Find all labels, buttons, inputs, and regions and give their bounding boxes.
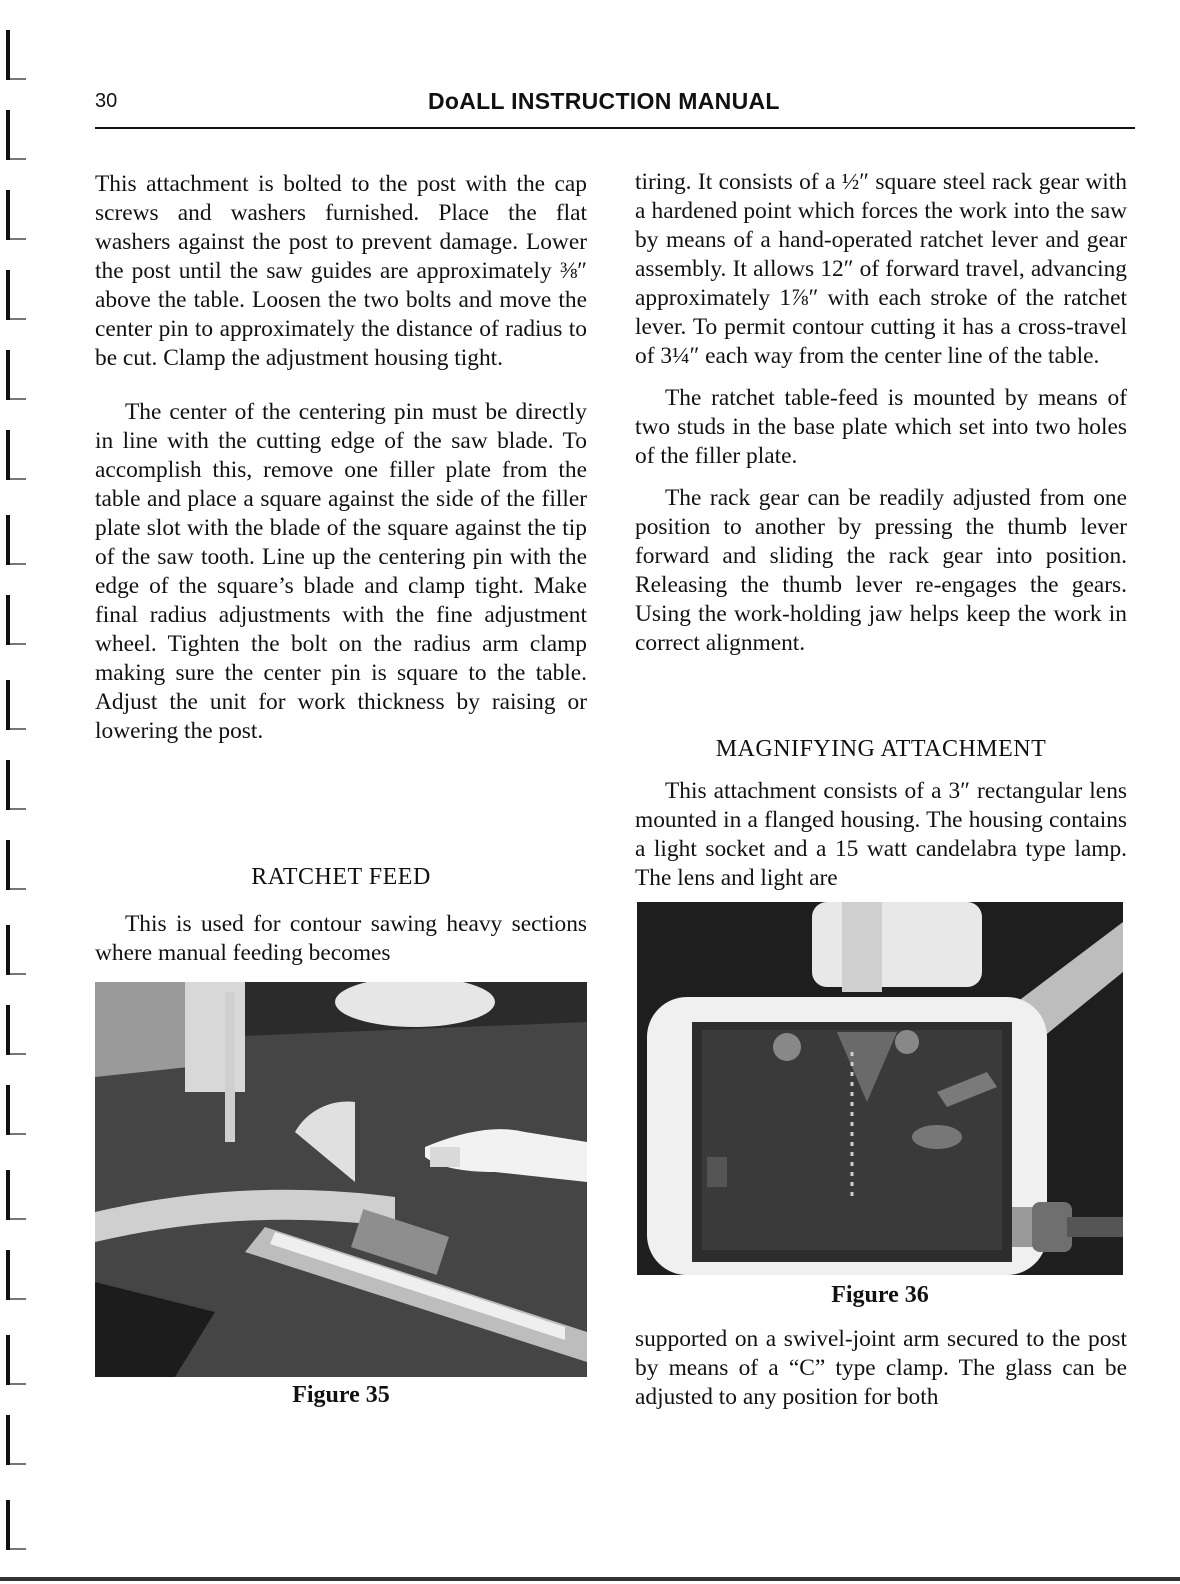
- figure-35-photo: [95, 982, 587, 1377]
- binding-ring: [6, 595, 10, 645]
- binding-ring: [6, 1085, 10, 1135]
- bottom-edge-shadow: [0, 1577, 1180, 1581]
- section-heading-ratchet-feed: RATCHET FEED: [251, 864, 431, 890]
- binding-ring: [6, 30, 10, 80]
- paragraph: The rack gear can be readily adjusted from one position to another by pressing the thumb lever forward and sliding the rack gear into position. Releasing the thumb lever re-engages the gears. Using the work-holding jaw helps keep the work in correct alignment.: [635, 485, 1127, 656]
- binding-ring: [6, 1170, 10, 1220]
- magnifying-attachment-illustration: [637, 902, 1123, 1275]
- ratchet-feed-illustration: [95, 982, 587, 1377]
- figure-35-caption: Figure 35: [292, 1382, 390, 1408]
- paragraph: This is used for contour sawing heavy sections where manual feeding becomes: [95, 911, 587, 966]
- page-number: 30: [95, 90, 118, 112]
- right-column-text-middle: [635, 777, 1127, 893]
- binding-ring: [6, 515, 10, 565]
- section-heading-magnifying-attachment: MAGNIFYING ATTACHMENT: [715, 736, 1047, 762]
- binding-ring: [6, 925, 10, 975]
- binding-ring: [6, 1415, 10, 1465]
- binding-ring: [6, 840, 10, 890]
- paragraph: tiring. It consists of a ½″ square steel rack gear with a hardened point which forces the work into the saw by means of a hand-operated ratchet lever and gear assembly. It allows 12″ of forward travel, advancing approximately 1⅞″ with each stroke of the ratchet lever. To permit contour cutting it has a cross-travel of 3¼″ each way from the center line of the table.: [635, 169, 1127, 369]
- left-column-text-top: [95, 170, 587, 746]
- binding-ring: [6, 270, 10, 320]
- figure-36-photo: [637, 902, 1123, 1275]
- binding-ring: [6, 1500, 10, 1550]
- running-head: DoALL INSTRUCTION MANUAL: [428, 88, 780, 114]
- binding-ring: [6, 760, 10, 810]
- paragraph: This attachment consists of a 3″ rectangular lens mounted in a flanged housing. The housing contains a light socket and a 15 watt candelabra type lamp. The lens and light are: [635, 778, 1127, 891]
- binding-ring: [6, 190, 10, 240]
- binding-ring: [6, 430, 10, 480]
- header-rule: [95, 127, 1135, 129]
- binding-ring: [6, 1250, 10, 1300]
- figure-36-caption: Figure 36: [831, 1282, 929, 1308]
- paragraph: The center of the centering pin must be directly in line with the cutting edge of the saw blade. To accomplish this, remove one filler plate from the table and place a square against the side of the filler plate slot with the blade of the square against the tip of the saw tooth. Line up the centering pin with the edge of the square’s blade and clamp tight. Make final radius adjustments with the fine adjustment wheel. Tighten the bolt on the radius arm clamp making sure the center pin is square to the table. Adjust the unit for work thickness by raising or lowering the post.: [95, 399, 587, 744]
- spiral-binding: [0, 0, 40, 1584]
- left-column-text-bottom: [95, 910, 587, 968]
- binding-ring: [6, 350, 10, 400]
- binding-ring: [6, 1335, 10, 1385]
- binding-ring: [6, 110, 10, 160]
- paragraph: The ratchet table-feed is mounted by means of two studs in the base plate which set into two holes of the filler plate.: [635, 385, 1127, 469]
- binding-ring: [6, 1005, 10, 1055]
- paragraph: supported on a swivel-joint arm secured to the post by means of a “C” type clamp. The glass can be adjusted to any position for both: [635, 1326, 1127, 1410]
- paragraph: This attachment is bolted to the post with the cap screws and washers furnished. Place the flat washers against the post to prevent damage. Lower the post until the saw guides are approximately ⅜″ above the table. Loosen the two bolts and move the center pin to approximately the distance of radius to be cut. Clamp the adjustment housing tight.: [95, 171, 587, 371]
- binding-ring: [6, 680, 10, 730]
- right-column-text-bottom: [635, 1325, 1127, 1412]
- right-column-text-top: [635, 168, 1127, 658]
